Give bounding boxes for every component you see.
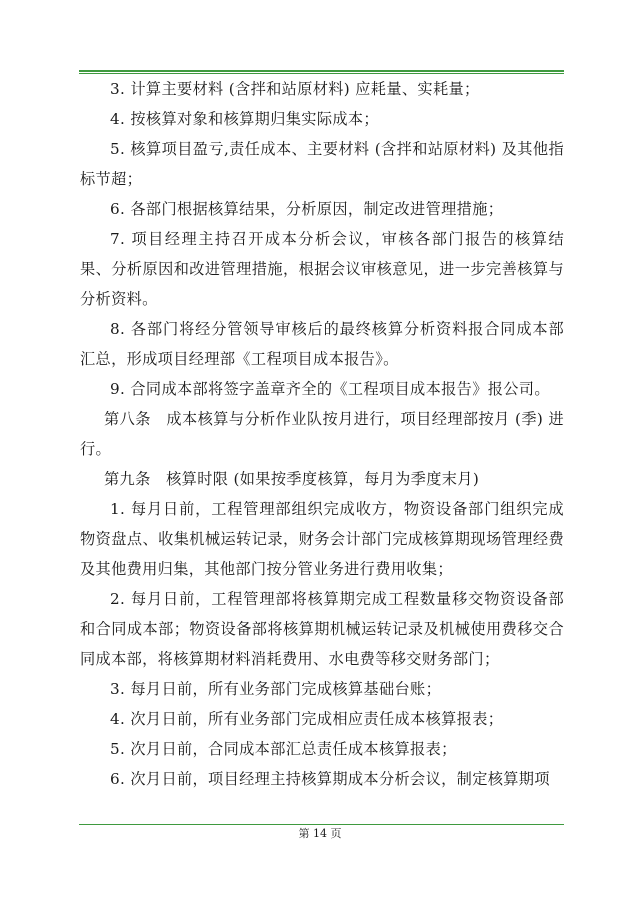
- footer-rule: [79, 824, 564, 825]
- timeline-item-3: 3. 每月日前，所有业务部门完成核算基础台账；: [110, 680, 442, 698]
- paragraph-item-9: 9. 合同成本部将签字盖章齐全的《工程项目成本报告》报公司。: [110, 380, 550, 398]
- page-body: [80, 74, 564, 794]
- paragraph-item-8: 8. 各部门将经分管领导审核后的最终核算分析资料报合同成本部汇总，形成项目经理部《工程项目成本报告》。: [80, 320, 564, 368]
- paragraph-item-7: 7. 项目经理主持召开成本分析会议，审核各部门报告的核算结果、分析原因和改进管理措施，根据会议审核意见，进一步完善核算与分析资料。: [80, 230, 564, 308]
- timeline-item-2: 2. 每月日前，工程管理部将核算期完成工程数量移交物资设备部和合同成本部；物资设备部将核算期机械运转记录及机械使用费移交合同成本部，将核算期材料消耗费用、水电费等移交财务部门；: [80, 590, 564, 668]
- paragraph-item-4: 4. 按核算对象和核算期归集实际成本；: [110, 110, 379, 128]
- paragraph-item-3: 3. 计算主要材料 (含拌和站原材料) 应耗量、实耗量；: [110, 80, 480, 98]
- paragraph-item-6: 6. 各部门根据核算结果，分析原因，制定改进管理措施；: [110, 200, 504, 218]
- header-rule: [79, 70, 564, 72]
- timeline-item-5: 5. 次月日前，合同成本部汇总责任成本核算报表；: [110, 740, 457, 758]
- article-8: 第八条 成本核算与分析作业队按月进行，项目经理部按月 (季) 进行。: [80, 410, 564, 458]
- timeline-item-6: 6. 次月日前，项目经理主持核算期成本分析会议，制定核算期项: [110, 770, 550, 788]
- timeline-item-1: 1. 每月日前，工程管理部组织完成收方，物资设备部门组织完成物资盘点、收集机械运转记录，财务会计部门完成核算期现场管理经费及其他费用归集，其他部门按分管业务进行费用收集；: [80, 500, 564, 578]
- page-number: 第 14 页: [298, 827, 342, 840]
- article-9: 第九条 核算时限 (如果按季度核算，每月为季度末月): [104, 470, 480, 488]
- paragraph-item-5: 5. 核算项目盈亏,责任成本、主要材料 (含拌和站原材料) 及其他指标节超；: [80, 140, 564, 188]
- timeline-item-4: 4. 次月日前，所有业务部门完成相应责任成本核算报表；: [110, 710, 504, 728]
